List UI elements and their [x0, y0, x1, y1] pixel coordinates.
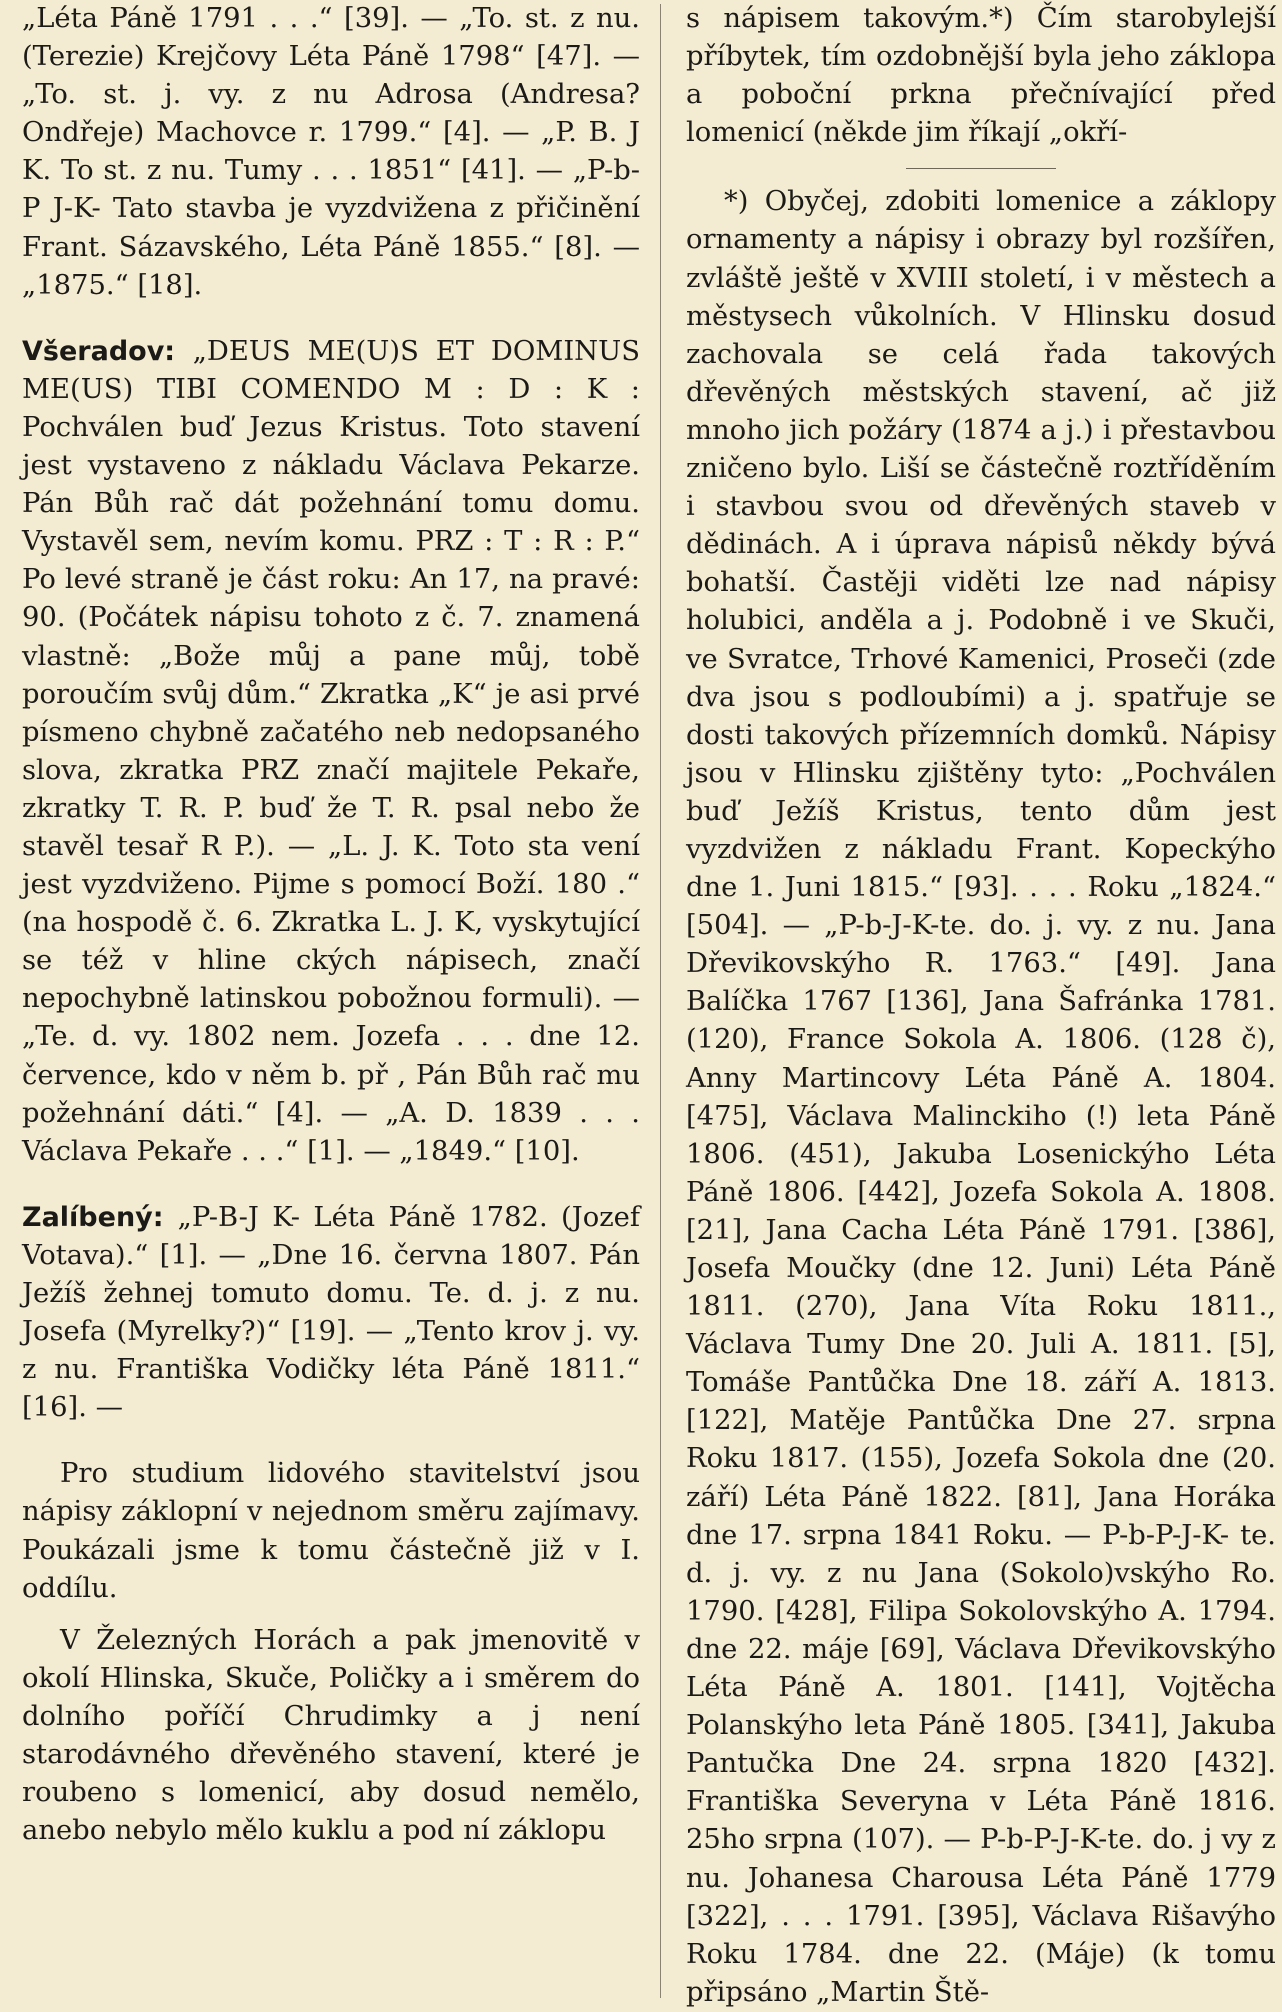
paragraph-continuation: s nápisem takovým.*) Čím starobylejší příbytek, tím ozdobnější byla jeho záklopa a poboční prkna přečnívající před lomenicí (někde jim říkají „okří- [686, 3, 1276, 149]
paragraph-zelezne-hory: V Železných Horách a pak jmenovitě v okolí Hlinska, Skuče, Poličky a i směrem do dolního poříčí Chrudimky a j není starodávného dřevěného stavení, které je roubeno s lomenicí, aby dosud nemělo, anebo nebylo mělo kuklu a pod ní záklopu [22, 1624, 640, 1847]
column-divider [660, 4, 661, 1998]
paragraph-studium: Pro studium lidového stavitelství jsou nápisy záklopní v nejednom směru zajímavy. Poukázali jsme k tomu částečně již v I. oddílu. [22, 1458, 640, 1604]
footnote-rule [906, 168, 1056, 169]
footnote-text: *) Obyčej, zdobiti lomenice a záklopy ornamenty a nápisy i obrazy byl rozšířen, zvláště ještě v XVIII století, i v městech a městysech vůkolních. V Hlinsku dosud zachovala se celá řada takových dřevěných městských stavení, ač již mnoho jich požáry (1874 a j.) i přestavbou zničeno bylo. Liší se částečně roztříděním i stavbou svou od dřevěných staveb v dědinách. A i úprava nápisů někdy bývá bohatší. Častěji viděti lze nad nápisy holubici, anděla a j. Podobně i ve Skuči, ve Svratce, Trhové Kamenici, Proseči (zde dva jsou s podloubími) a j. spatřuje se dosti takových přízemních domků. Nápisy jsou v Hlinsku zjištěny tyto: „Pochválen buď Ježíš Kristus, tento dům jest vyzdvižen z nákladu Frant. Kopeckýho dne 1. Juni 1815.“ [93]. . . . Roku „1824.“ [504]. — „P-b-J-K-te. do. j. vy. z nu. Jana Dřevikovskýho R. 1763.“ [49]. Jana Balíčka 1767 [136], Jana Šafránka 1781. (120), France Sokola A. 1806. (128 č), Anny Martincovy Léta Páně A. 1804. [475], Václava Malinckiho (!) leta Páně 1806. (451), Jakuba Losenickýho Léta Páně 1806. [442], Jozefa Sokola A. 1808. [21], Jana Cacha Léta Páně 1791. [386], Josefa Moučky (dne 12. Juni) Léta Páně 1811. (270), Jana Víta Roku 1811., Václava Tumy Dne 20. Juli A. 1811. [5], Tomáše Pantůčka Dne 18. září A. 1813. [122], Matěje Pantůčka Dne 27. srpna Roku 1817. (155), Jozefa Sokola dne (20. září) Léta Páně 1822. [81], Jana Horáka dne 17. srpna 1841 Roku. — P-b-P-J-K- te. d. j. vy. z nu Jana (Sokolo)vskýho Ro. 1790. [428], Filipa Sokolovskýho A. 1794. dne 22. máje [69], Václava Dřevikovskýho Léta Páně A. 1801. [141], Vojtěcha Polanskýho leta Páně 1805. [341], Jakuba Pantučka Dne 24. srpna 1820 [432]. Františka Severyna v Léta Páně 1816. 25ho srpna (107). — P-b-P-J-K-te. do. j vy z nu. Johanesa Charousa Léta Páně 1779 [322], . . . 1791. [395], Václava Rišavýho Roku 1784. dne 22. (Máje) (k tomu připsáno „Martin Ště- [686, 186, 1276, 2008]
footnote [686, 183, 1276, 2012]
paragraph-vseradov-text: „DEUS ME(U)S ET DOMINUS ME(US) TIBI COMENDO M : D : K : Pochválen buď Jezus Kristus. Toto stavení jest vystaveno z nákladu Václava Pekarze. Pán Bůh rač dát požehnání tomu domu. Vystavěl sem, nevím komu. PRZ : T : R : P.“ Po levé straně je část roku: An 17, na pravé: 90. (Počátek nápisu tohoto z č. 7. znamená vlastně: „Bože můj a pane můj, tobě poroučím svůj dům.“ Zkratka „K“ je asi prvé písmeno chybně začatého neb nedopsaného slova, zkratka PRZ značí majitele Pekaře, zkratky T. R. P. buď že T. R. psal nebo že stavěl tesař R P.). — „L. J. K. Toto sta vení jest vyzdviženo. Pijme s pomocí Boží. 180 .“ (na hospodě č. 6. Zkratka L. J. K, vyskytující se též v hline ckých nápisech, značí nepochybně latinskou pobožnou formuli). — „Te. d. vy. 1802 nem. Jozefa . . . dne 12. července, kdo v něm b. př , Pán Bůh rač mu požehnání dáti.“ [4]. — „A. D. 1839 . . . Václava Pekaře . . .“ [1]. — „1849.“ [10]. [22, 335, 640, 1167]
left-column [22, 0, 640, 1850]
paragraph-intro: „Léta Páně 1791 . . .“ [39]. — „To. st. z nu. (Terezie) Krejčovy Léta Páně 1798“ [47]. — „To. st. j. vy. z nu Adrosa (Andresa? Ondřeje) Machovce r. 1799.“ [4]. — „P. B. J K. To st. z nu. Tumy . . . 1851“ [41]. — „P-b-P J-K- Tato stavba je vyzdvižena z přičinění Frant. Sázavského, Léta Páně 1855.“ [8]. — „1875.“ [18]. [22, 3, 640, 301]
heading-zalibeny: Zalíbený: [22, 1201, 178, 1233]
paragraph-zalibeny-text: „P-B-J K- Léta Páně 1782. (Jozef Votava).“ [1]. — „Dne 16. června 1807. Pán Ježíš žehnej tomuto domu. Te. d. j. z nu. Josefa (Myrelky?)“ [19]. — „Tento krov j. vy. z nu. Františka Vodičky léta Páně 1811.“ [16]. — [22, 1201, 640, 1424]
paragraph-zalibeny [22, 1199, 640, 1428]
paragraph-vseradov [22, 333, 640, 1171]
right-column [686, 0, 1276, 2012]
heading-vseradov: Všeradov: [22, 335, 193, 367]
